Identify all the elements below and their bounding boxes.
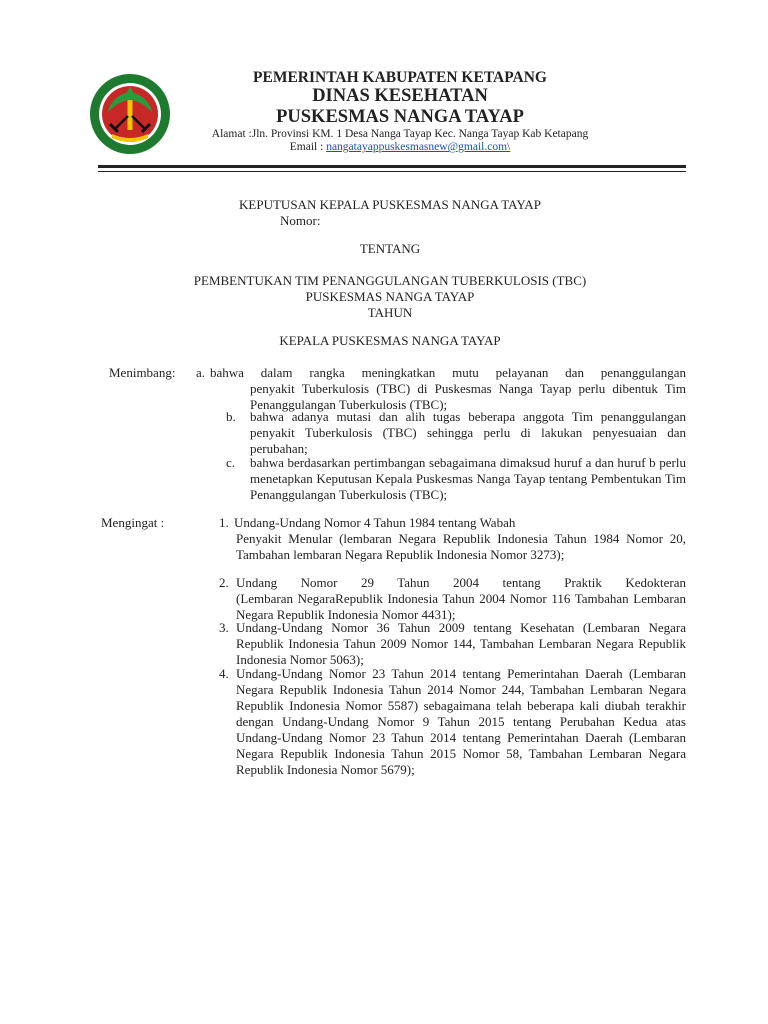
header-rule-thin	[98, 171, 686, 172]
decree-subject-line1: PEMBENTUKAN TIM PENANGGULANGAN TUBERKULOSIS (TBC)	[193, 273, 587, 288]
decree-title: KEPUTUSAN KEPALA PUSKESMAS NANGA TAYAP	[239, 197, 541, 212]
decree-subject-line3: TAHUN	[367, 305, 413, 320]
menimbang-item-b: bahwa adanya mutasi dan alih tugas beberapa anggota Tim penanggulangan penyakit Tuberkulosis (TBC) sehingga perlu di lakukan penyesuaian dan perubahan;	[250, 409, 686, 456]
menimbang-marker-a: a.	[196, 365, 206, 380]
menimbang-item-a-first: bahwa dalam rangka meningkatkan mutu pelayanan dan penanggulangan	[210, 365, 686, 380]
header-puskesmas-line: PUSKESMAS NANGA TAYAP	[276, 107, 524, 127]
menimbang-item-c: bahwa berdasarkan pertimbangan sebagaimana dimaksud huruf a dan huruf b perlu menetapkan Keputusan Kepala Puskesmas Nanga Tayap tentang Pembentukan Tim Penanggulangan Tuberkulosis (TBC);	[250, 455, 686, 502]
kepala-heading: KEPALA PUSKESMAS NANGA TAYAP	[279, 333, 501, 348]
mengingat-item-3: Undang-Undang Nomor 36 Tahun 2009 tentang Kesehatan (Lembaran Negara Republik Indonesia Tahun 2009 Nomor 144, Tambahan Lembaran Negara Republik Indonesia Nomor 5063);	[236, 620, 686, 667]
mengingat-marker-4: 4.	[219, 666, 229, 681]
email-link[interactable]: nangatayappuskesmasnew@gmail.com\	[326, 141, 511, 153]
decree-subject-line2: PUSKESMAS NANGA TAYAP	[305, 289, 475, 304]
mengingat-item-1-rest: Penyakit Menular (lembaran Negara Republik Indonesia Tahun 1984 Nomor 20, Tambahan lembaran Negara Republik Indonesia Nomor 3273);	[236, 531, 686, 562]
mengingat-label: Mengingat :	[101, 515, 165, 530]
email-label: Email :	[289, 141, 327, 153]
menimbang-marker-b: b.	[226, 409, 236, 424]
mengingat-marker-2: 2.	[219, 575, 229, 590]
mengingat-item-2-first: Undang Nomor 29 Tahun 2004 tentang Praktik Kedokteran	[236, 575, 686, 590]
menimbang-item-a-rest: penyakit Tuberkulosis (TBC) di Puskesmas Nanga Tayap perlu dibentuk Tim Penanggulangan Tuberkulosis (TBC);	[250, 381, 686, 412]
header-rule-thick	[98, 165, 686, 168]
mengingat-item-1-first: Undang-Undang Nomor 4 Tahun 1984 tentang Wabah	[234, 515, 516, 530]
menimbang-label: Menimbang:	[109, 365, 176, 380]
tentang-heading: TENTANG	[359, 241, 421, 256]
header-department-line: DINAS KESEHATAN	[312, 86, 488, 106]
mengingat-marker-3: 3.	[219, 620, 229, 635]
header-government-line: PEMERINTAH KABUPATEN KETAPANG	[253, 69, 547, 86]
menimbang-marker-c: c.	[226, 455, 236, 470]
mengingat-item-4: Undang-Undang Nomor 23 Tahun 2014 tentang Pemerintahan Daerah (Lembaran Negara Republik Indonesia Tahun 2014 Nomor 244, Tambahan Lembaran Negara Republik Indonesia Nomor 5587) sebagaimana telah beberapa kali diubah terakhir dengan Undang-Undang Nomor 9 Tahun 2015 tentang Perubahan Kedua atas Undang-Undang Nomor 23 Tahun 2014 tentang Pemerintahan Daerah (Lembaran Negara Republik Indonesia Tahun 2015 Nomor 58, Tambahan Lembaran Negara Republik Indonesia Nomor 5679);	[236, 666, 686, 777]
header-email	[160, 141, 640, 153]
mengingat-item-2-rest: (Lembaran NegaraRepublik Indonesia Tahun 2004 Nomor 116 Tambahan Lembaran Negara Republik Indonesia Nomor 4431);	[236, 591, 686, 622]
mengingat-marker-1: 1.	[219, 515, 229, 530]
header-address: Alamat :Jln. Provinsi KM. 1 Desa Nanga Tayap Kec. Nanga Tayap Kab Ketapang	[211, 128, 589, 140]
decree-number: Nomor:	[280, 213, 321, 228]
